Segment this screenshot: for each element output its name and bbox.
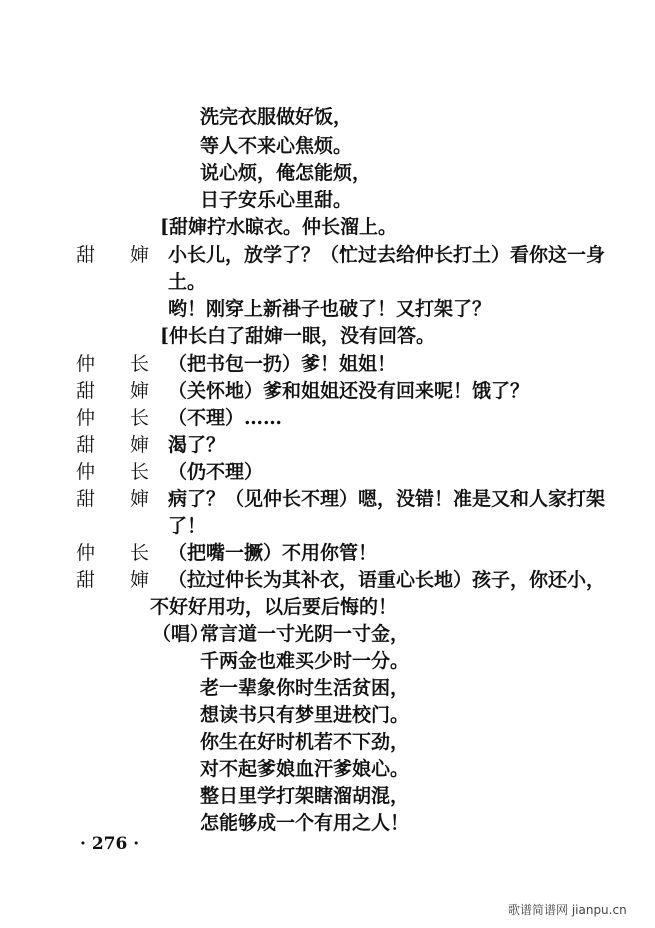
speaker-title: 婶: [130, 569, 150, 591]
song-line: 千两金也难买少时一分。: [200, 650, 410, 672]
speaker-surname: 仲: [76, 542, 96, 564]
speaker-surname: 甜: [76, 569, 96, 591]
song-line: 常言道一寸光阴一寸金，: [200, 623, 410, 645]
speaker-title: 婶: [130, 488, 150, 510]
dialogue-line: （仍不理）: [168, 461, 264, 483]
speaker-title: 长: [130, 407, 150, 429]
dialogue-line: （把嘴一撅）不用你管！: [168, 542, 378, 564]
dialogue-line: 了！: [168, 515, 207, 537]
dialogue-line: 土。: [168, 271, 207, 293]
page-number: · 276 ·: [80, 834, 140, 854]
speaker-surname: 仲: [76, 353, 96, 375]
speaker-surname: 甜: [76, 244, 96, 266]
speaker-surname: 仲: [76, 461, 96, 483]
speaker-surname: 甜: [76, 434, 96, 456]
speaker-surname: 仲: [76, 407, 96, 429]
dialogue-line: 哟！刚穿上新褂子也破了！又打架了？: [168, 298, 492, 320]
song-intro-line: 等人不来心焦烦。: [200, 135, 353, 157]
song-line: 怎能够成一个有用之人！: [200, 812, 410, 834]
speaker-title: 婶: [130, 244, 150, 266]
dialogue-line: （不理）……: [168, 407, 283, 429]
dialogue-line: 小长儿，放学了？（忙过去给仲长打土）看你这一身: [168, 244, 606, 266]
dialogue-line: 渴了？: [168, 434, 226, 456]
speaker-title: 婶: [130, 380, 150, 402]
song-line: 想读书只有梦里进校门。: [200, 704, 410, 726]
song-line: 整日里学打架瞎溜胡混，: [200, 785, 410, 807]
dialogue-line: （把书包一扔）爹！姐姐！: [168, 353, 397, 375]
song-line: 老一辈象你时生活贫困，: [200, 677, 410, 699]
dialogue-line: 不好好用功，以后要后悔的！: [150, 596, 398, 618]
sung-label: （唱）: [152, 623, 210, 645]
dialogue-line: 病了？（见仲长不理）嗯，没错！准是又和人家打架: [168, 488, 606, 510]
song-intro-line: 洗完衣服做好饭，: [200, 106, 353, 128]
song-intro-line: 说心烦，俺怎能烦，: [200, 162, 372, 184]
dialogue-line: （拉过仲长为其补衣，语重心长地）孩子，你还小，: [168, 569, 606, 591]
speaker-title: 长: [130, 461, 150, 483]
song-intro-line: 日子安乐心里甜。: [200, 189, 353, 211]
song-line: 对不起爹娘血汗爹娘心。: [200, 758, 410, 780]
song-line: 你生在好时机若不下劲，: [200, 731, 410, 753]
dialogue-line: （关怀地）爹和姐姐还没有回来呢！饿了？: [168, 380, 530, 402]
watermark: 歌谱简谱网 jianpu.cn: [508, 903, 627, 917]
speaker-title: 长: [130, 353, 150, 375]
stage-direction: [甜婶拧水晾衣。仲长溜上。: [160, 216, 397, 238]
speaker-surname: 甜: [76, 488, 96, 510]
speaker-title: 婶: [130, 434, 150, 456]
speaker-surname: 甜: [76, 380, 96, 402]
stage-direction: [仲长白了甜婶一眼，没有回答。: [160, 325, 435, 347]
speaker-title: 长: [130, 542, 150, 564]
